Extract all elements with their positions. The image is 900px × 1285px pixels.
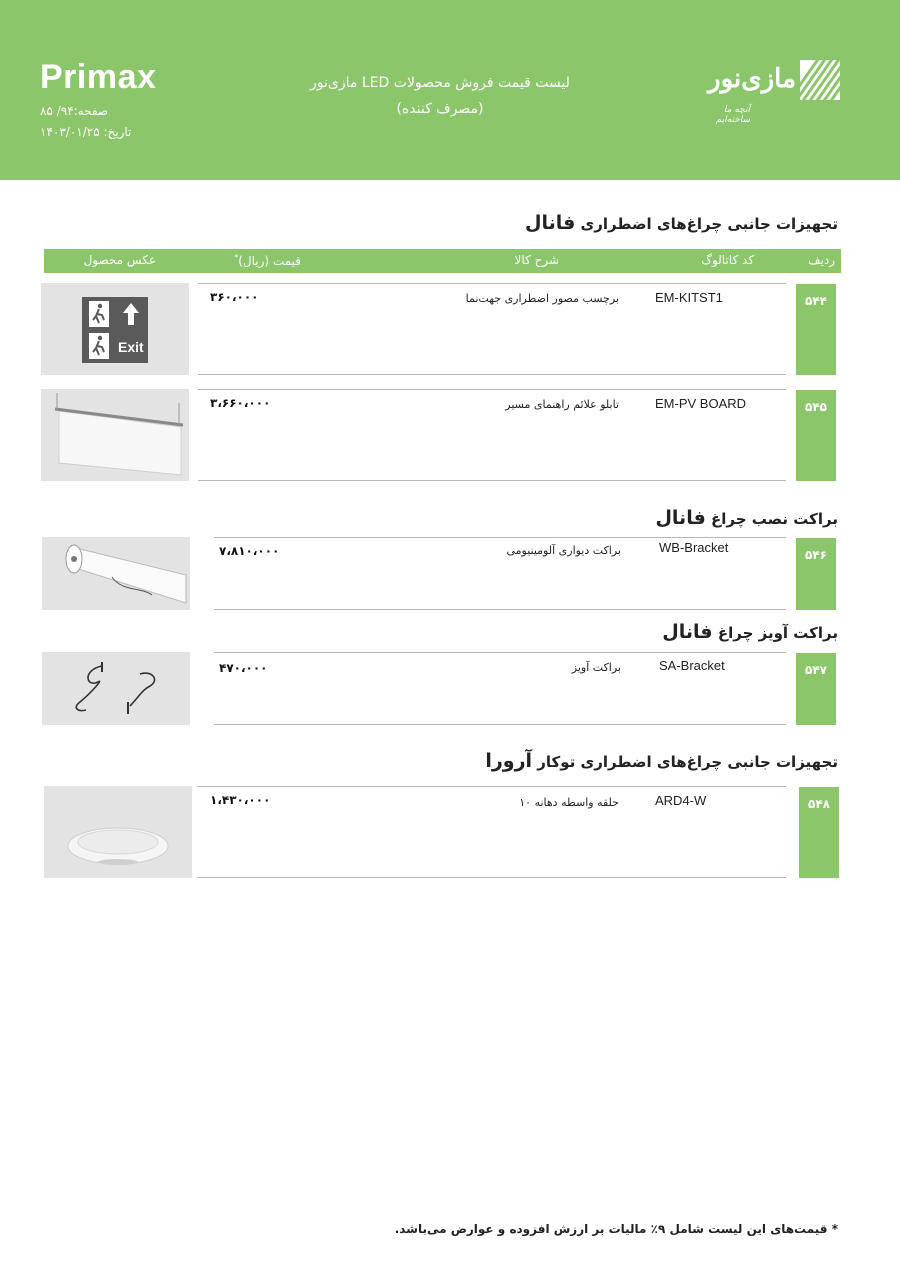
exit-sign-icon bbox=[41, 283, 189, 375]
row-divider bbox=[214, 609, 786, 610]
product-description: حلقه واسطه دهانه ۱۰ bbox=[519, 796, 619, 809]
row-divider bbox=[197, 786, 786, 787]
title-line-1: لیست قیمت فروش محصولات LED مازی‌نور bbox=[310, 75, 570, 91]
product-image-exit-sign bbox=[41, 283, 189, 375]
product-price: ۳،۶۶۰،۰۰۰ bbox=[210, 396, 271, 410]
col-description: شرح کالا bbox=[514, 253, 559, 267]
exit-label: Exit bbox=[118, 339, 144, 355]
row-divider bbox=[214, 537, 786, 538]
page-number: صفحه:۹۴/ ۸۵ bbox=[40, 104, 109, 118]
document-date: تاریخ: ۱۴۰۳/۰۱/۲۵ bbox=[40, 125, 132, 139]
product-price: ۷،۸۱۰،۰۰۰ bbox=[219, 544, 280, 558]
row-number: ۵۴۸ bbox=[799, 787, 839, 878]
acrylic-board-icon bbox=[41, 389, 189, 481]
row-divider bbox=[198, 283, 786, 284]
logo-tagline: آنچه ما ساخته‌ایم bbox=[715, 105, 750, 125]
col-photo: عکس محصول bbox=[83, 253, 156, 267]
price-asterisk: * bbox=[234, 253, 239, 262]
row-number: ۵۴۷ bbox=[796, 653, 836, 725]
product-image-hanging-bracket bbox=[42, 652, 190, 725]
col-catalog: کد کاتالوگ bbox=[701, 253, 754, 267]
page-info bbox=[40, 101, 180, 143]
col-price: قیمت (ریال)* bbox=[234, 253, 301, 268]
product-price: ۴۷۰،۰۰۰ bbox=[219, 661, 268, 675]
section-title-recessed-emergency-accessories: تجهیزات جانبی چراغ‌های اضطراری توکار آرورا bbox=[485, 750, 838, 772]
section-title-emergency-accessories: تجهیزات جانبی چراغ‌های اضطراری فانال bbox=[524, 212, 838, 234]
row-divider bbox=[214, 652, 786, 653]
product-image-wall-bracket bbox=[42, 537, 190, 610]
product-description: برچسب مصور اضطراری جهت‌نما bbox=[465, 292, 619, 305]
catalog-code: EM-PV BOARD bbox=[655, 396, 747, 411]
company-logo bbox=[698, 60, 840, 125]
row-number: ۵۴۵ bbox=[796, 390, 836, 481]
wall-bracket-icon bbox=[42, 537, 190, 610]
product-image-adapter-ring bbox=[44, 786, 192, 878]
row-number: ۵۴۴ bbox=[796, 284, 836, 375]
section-title-mount-bracket: براکت نصب چراغ فانال bbox=[655, 507, 838, 529]
product-image-pv-board bbox=[41, 389, 189, 481]
product-price: ۱،۴۳۰،۰۰۰ bbox=[210, 793, 271, 807]
row-divider bbox=[197, 877, 786, 878]
catalog-code: WB-Bracket bbox=[659, 540, 729, 555]
hanging-hooks-icon bbox=[42, 652, 190, 725]
col-row: ردیف bbox=[808, 253, 835, 267]
product-price: ۳۶۰،۰۰۰ bbox=[210, 290, 259, 304]
document-title bbox=[240, 70, 640, 122]
row-divider bbox=[214, 724, 786, 725]
product-description: تابلو علائم راهنمای مسیر bbox=[505, 398, 619, 411]
catalog-code: ARD4-W bbox=[655, 793, 707, 808]
row-divider bbox=[198, 389, 786, 390]
table-header bbox=[44, 249, 841, 273]
row-number: ۵۴۶ bbox=[796, 538, 836, 610]
row-divider bbox=[198, 480, 786, 481]
tax-footnote: * قیمت‌های این لیست شامل ۹٪ مالیات بر ارزش افزوده و عوارض می‌باشد. bbox=[394, 1222, 838, 1236]
catalog-code: EM-KITST1 bbox=[655, 290, 723, 305]
page-header bbox=[0, 0, 900, 180]
adapter-ring-icon bbox=[44, 786, 192, 878]
section-title-hanging-bracket: براکت آویز چراغ فانال bbox=[662, 621, 838, 643]
catalog-code: SA-Bracket bbox=[659, 658, 725, 673]
product-description: براکت آویز bbox=[571, 661, 621, 674]
row-divider bbox=[198, 374, 786, 375]
title-line-2: (مصرف کننده) bbox=[396, 101, 484, 117]
brand-name: Primax bbox=[40, 58, 157, 96]
logo-wordmark: مازی‌نور bbox=[708, 64, 796, 94]
product-description: براکت دیواری آلومینیومی bbox=[506, 544, 621, 557]
logo-mark-icon bbox=[800, 60, 840, 100]
